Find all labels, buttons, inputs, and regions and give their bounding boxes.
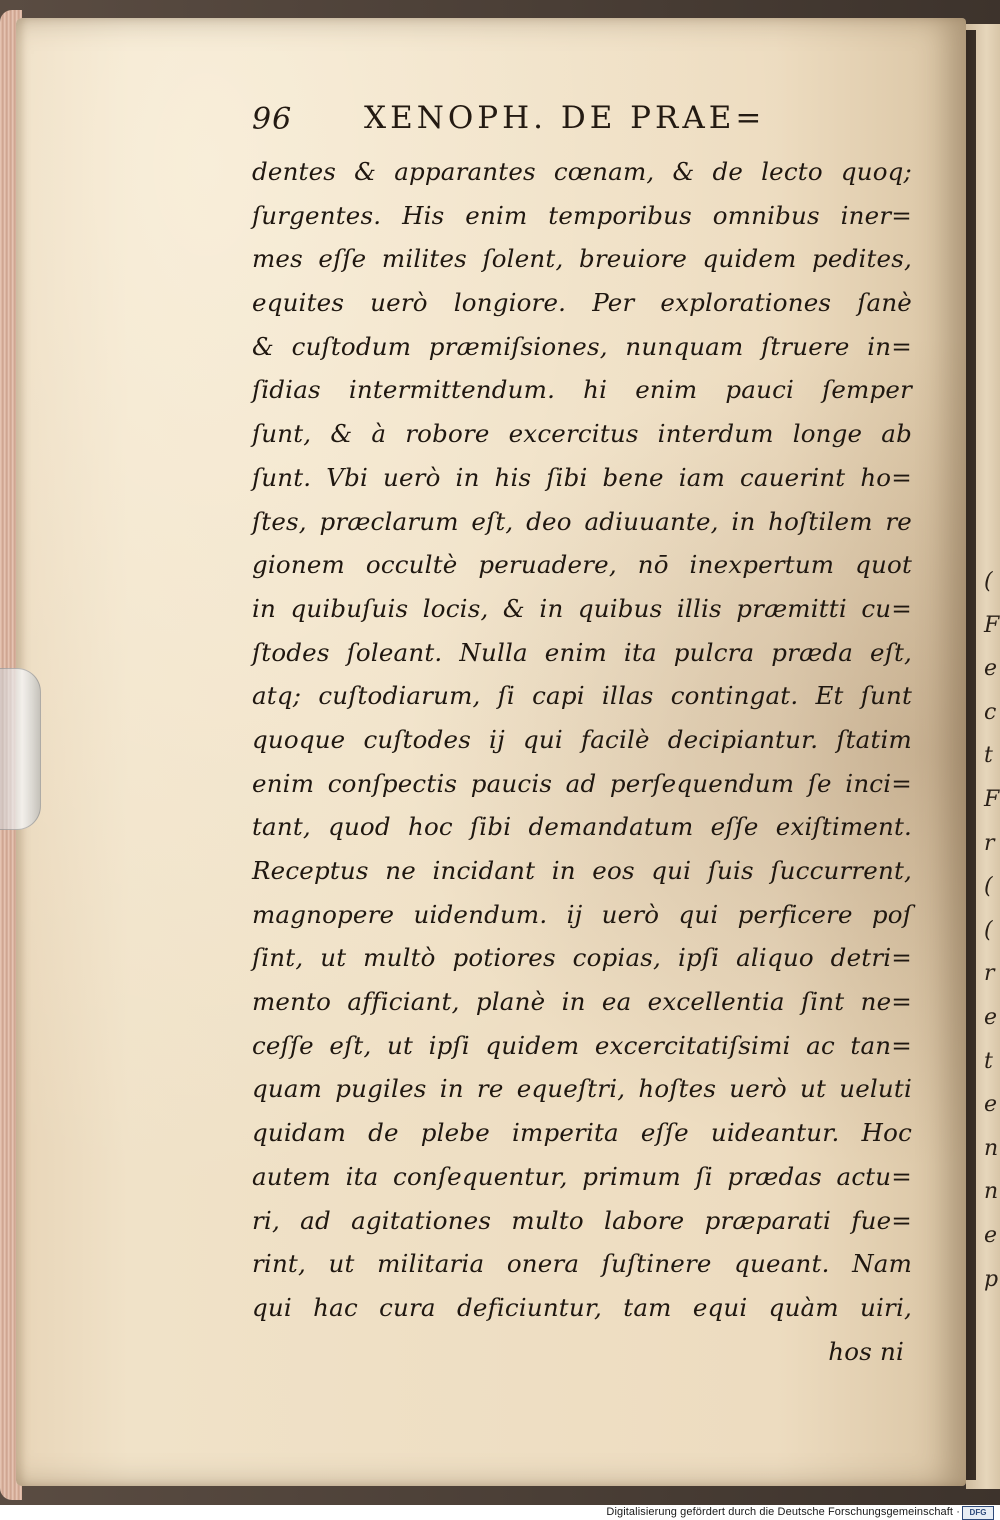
text-line: ceſſe eſt, ut ipſi quidem excercitatiſsimi ac tan= <box>252 1030 912 1060</box>
text-line: ſurgentes. His enim temporibus omnibus iner= <box>252 200 912 230</box>
text-line: mes eſſe milites ſolent, breuiore quidem pedites, <box>252 244 912 274</box>
dfg-logo: DFG <box>962 1506 994 1520</box>
facing-page-letter: p <box>984 1266 999 1292</box>
page-body-text <box>252 150 912 1373</box>
facing-page-letter: ( <box>984 569 993 594</box>
text-line: mento afficiant, planè in ea excellentia ſint ne= <box>252 987 912 1017</box>
text-line: enim conſpectis paucis ad perſequendum ſe inci= <box>252 768 912 798</box>
digitization-footer <box>0 1505 1000 1520</box>
funding-credit: Digitalisierung gefördert durch die Deutsche Forschungsgemeinschaft · <box>606 1506 960 1518</box>
text-line: ſunt. Vbi uerò in his ſibi bene iam cauerint ho= <box>252 462 912 492</box>
text-line: dentes & apparantes cœnam, & de lecto quoq; <box>252 157 912 186</box>
facing-page-letter: c <box>984 699 997 725</box>
text-line: ſtes, præclarum eſt, deo adiuuante, in hoſtilem re <box>252 506 912 536</box>
facing-page-letter: e <box>984 1092 998 1118</box>
facing-page-letter: e <box>984 656 998 682</box>
text-line: qui hac cura deficiuntur, tam equi quàm uiri, <box>252 1292 912 1322</box>
facing-page-letter: F <box>984 612 1000 638</box>
text-line: quoque cuſtodes ij qui facilè decipiantur. ſtatim <box>252 724 912 754</box>
text-line: ſtodes ſoleant. Nulla enim ita pulcra præda eſt, <box>252 637 912 667</box>
facing-page-letter: F <box>984 786 1000 812</box>
facing-page-letter: n <box>984 1179 999 1205</box>
text-line: atq; cuſtodiarum, ſi capi illas contingat. Et ſunt <box>252 681 912 711</box>
facing-page-letter: ( <box>984 917 993 943</box>
facing-page-letter: e <box>984 1222 998 1248</box>
text-line: magnopere uidendum. ij uerò qui perficere poſ <box>252 899 912 929</box>
facing-page-letter: ( <box>984 874 993 900</box>
facing-page-letter: e <box>984 1004 998 1030</box>
page-holder-clip <box>0 668 41 830</box>
facing-page-letter: r <box>984 961 995 987</box>
text-line: rint, ut militaria onera ſuſtinere queant. Nam <box>252 1249 912 1279</box>
facing-page-letter: r <box>984 830 995 856</box>
facing-page-letter: t <box>984 1048 993 1074</box>
text-line: gionem occultè peruadere, nō inexpertum quot <box>252 550 912 580</box>
text-line: ſint, ut multò potiores copias, ipſi aliquo detri= <box>252 943 912 973</box>
page-number: 96 <box>252 102 293 137</box>
text-line: quam pugiles in re equeſtri, hoſtes uerò ut ueluti <box>252 1074 912 1104</box>
text-line: in quibuſuis locis, & in quibus illis præmitti cu= <box>252 593 912 623</box>
facing-page-letter: t <box>984 743 993 769</box>
facing-page-text-fragments <box>984 560 1000 1292</box>
text-line: quidam de plebe imperita eſſe uideantur. Hoc <box>252 1118 912 1148</box>
text-line: & cuſtodum præmiſsiones, nunquam ſtruere in= <box>252 331 912 361</box>
catchword: hos ni <box>828 1336 904 1366</box>
text-line: ri, ad agitationes multo labore præparati fue= <box>252 1205 912 1235</box>
running-title: XENOPH. DE PRAE= <box>364 100 766 136</box>
text-line: equites uerò longiore. Per explorationes ſanè <box>252 288 912 318</box>
facing-page-letter: n <box>984 1135 999 1161</box>
text-line: autem ita conſequentur, primum ſi prædas actu= <box>252 1161 912 1191</box>
text-line: Receptus ne incidant in eos qui ſuis ſuccurrent, <box>252 856 912 885</box>
text-line: tant, quod hoc ſibi demandatum eſſe exiſtiment. <box>252 812 912 842</box>
page-header <box>252 96 812 140</box>
text-line: ſidias intermittendum. hi enim pauci ſemper <box>252 375 912 405</box>
text-line: ſunt, & à robore excercitus interdum longe ab <box>252 419 912 449</box>
